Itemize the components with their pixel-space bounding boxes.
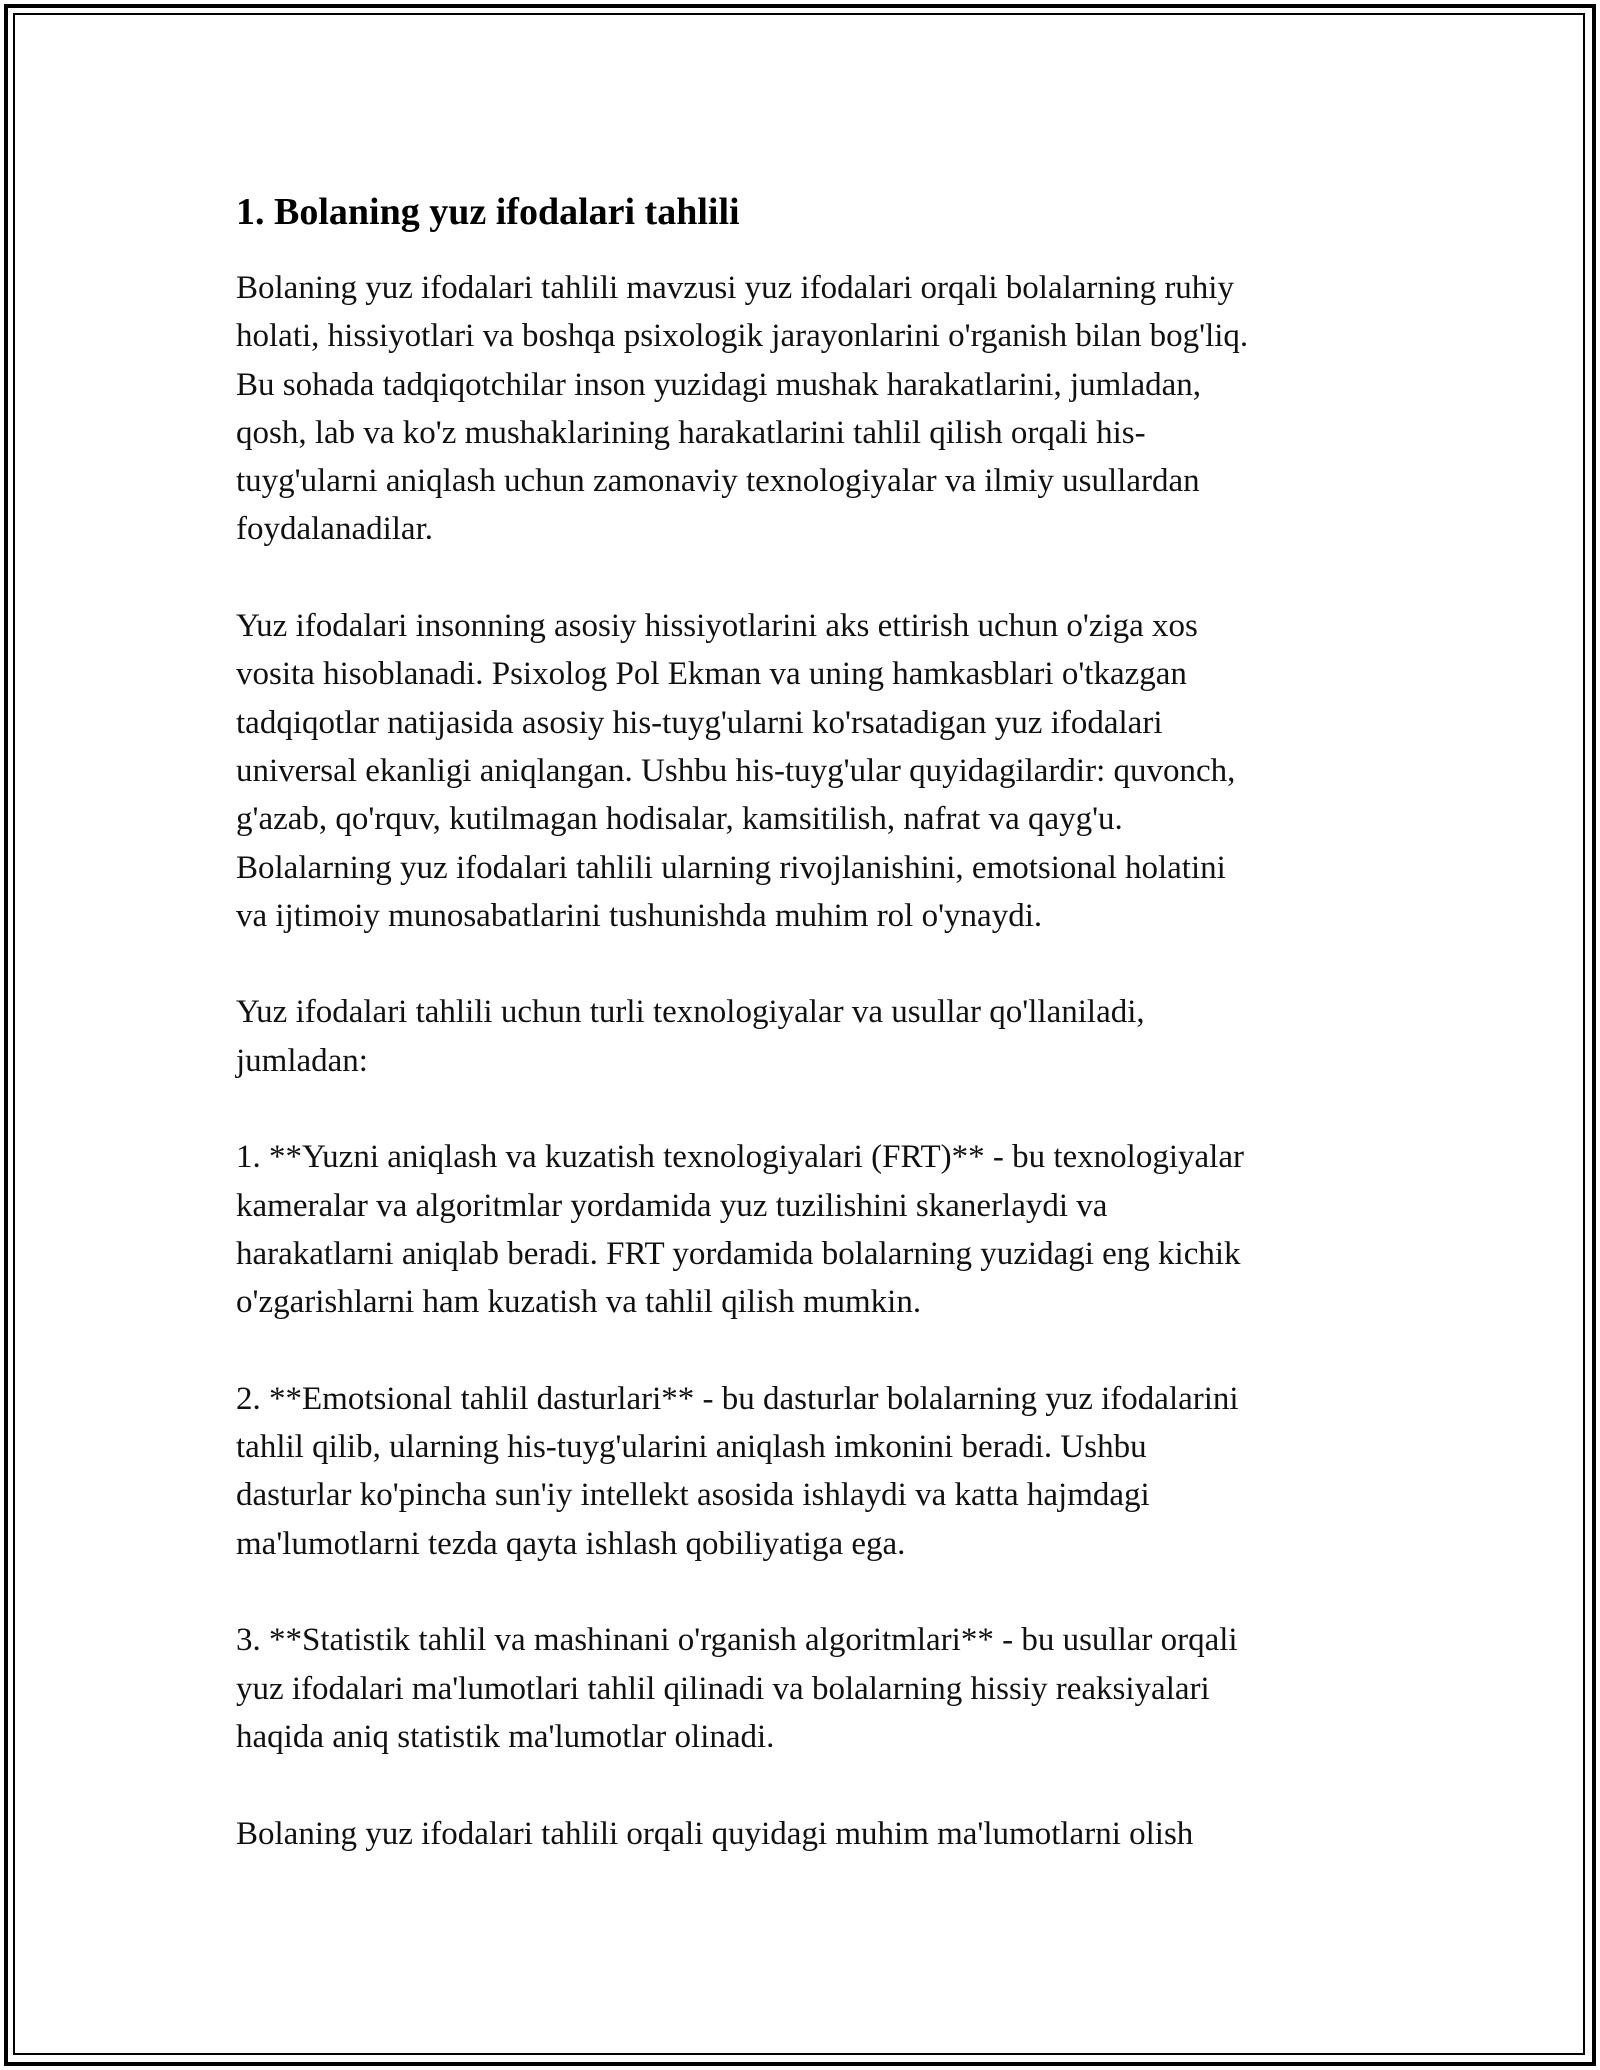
paragraph-intro: Bolaning yuz ifodalari tahlili mavzusi yuz ifodalari orqali bolalarning ruhiy holati, hissiyotlari va boshqa psixologik jarayonlarini o'rganish bilan bog'liq. Bu sohada tadqiqotchilar inson yuzidagi mushak harakatlarini, jumladan, qosh, lab va ko'z mushaklarining harakatlarini tahlil qilish orqali his- tuyg'ularni aniqlash uchun zamonaviy texnologiyalar va ilmiy usullardan foydalanadilar.	[236, 270, 1249, 548]
list-item-frt: 1. **Yuzni aniqlash va kuzatish texnologiyalari (FRT)** - bu texnologiyalar kameralar va algoritmlar yordamida yuz tuzilishini skanerlaydi va harakatlarni aniqlab beradi. FRT yordamida bolalarning yuzidagi eng kichik o'zgarishlarni ham kuzatish va tahlil qilish mumkin.	[236, 1139, 1244, 1321]
list-item-statistics-ml: 3. **Statistik tahlil va mashinani o'rganish algoritmlari** - bu usullar orqali yuz ifodalari ma'lumotlari tahlil qilinadi va bolalarning hissiy reaksiyalari haqida aniq statistik ma'lumotlar olinadi.	[236, 1622, 1238, 1755]
paragraph-closing: Bolaning yuz ifodalari tahlili orqali quyidagi muhim ma'lumotlarni olish	[236, 1815, 1194, 1852]
paragraph-emotions: Yuz ifodalari insonning asosiy hissiyotlarini aks ettirish uchun o'ziga xos vosita hisoblanadi. Psixolog Pol Ekman va uning hamkasblari o'tkazgan tadqiqotlar natijasida asosiy his-tuyg'ularni ko'rsatadigan yuz ifodalari universal ekanligi aniqlangan. Ushbu his-tuyg'ular quyidagilardir: quvonch, g'azab, qo'rquv, kutilmagan hodisalar, kamsitilish, nafrat va qayg'u. Bolalarning yuz ifodalari tahlili ularning rivojlanishini, emotsional holatini va ijtimoiy munosabatlarini tushunishda muhim rol o'ynaydi.	[236, 608, 1236, 934]
list-item-emotional-software: 2. **Emotsional tahlil dasturlari** - bu dasturlar bolalarning yuz ifodalarini tahlil qilib, ularning his-tuyg'ularini aniqlash imkonini beradi. Ushbu dasturlar ko'pincha sun'iy intellekt asosida ishlaydi va katta hajmdagi ma'lumotlarni tezda qayta ishlash qobiliyatiga ega.	[236, 1380, 1239, 1562]
paragraph-methods-intro: Yuz ifodalari tahlili uchun turli texnologiyalar va usullar qo'llaniladi, jumladan:	[236, 994, 1145, 1079]
document-body	[236, 186, 1386, 1858]
section-heading: 1. Bolaning yuz ifodalari tahlili	[236, 191, 740, 233]
